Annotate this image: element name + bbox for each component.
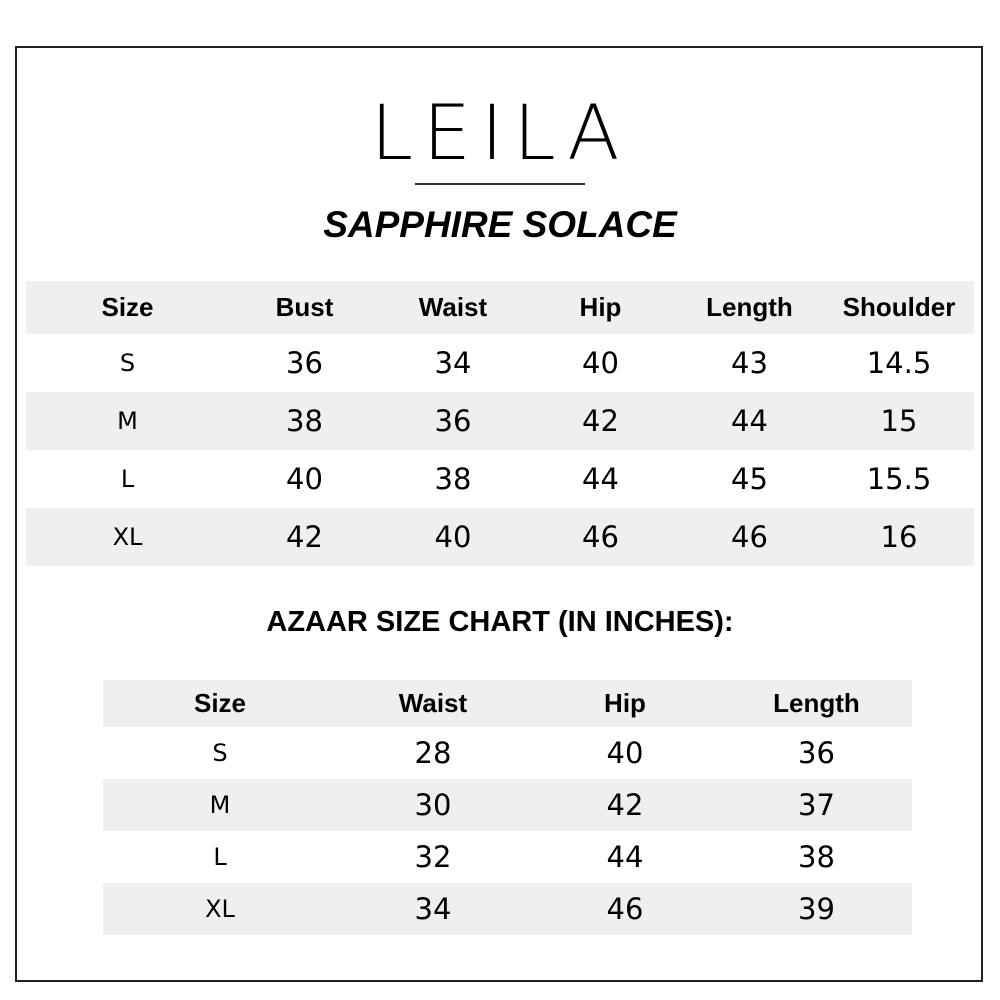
cell-length: 38 xyxy=(798,840,835,874)
cell-hip: 40 xyxy=(606,736,644,770)
table-row xyxy=(103,831,912,883)
cell-waist: 30 xyxy=(414,788,452,822)
cell-shoulder: 15.5 xyxy=(866,462,932,496)
cell-hip: 44 xyxy=(582,462,619,496)
col-header-hip: Hip xyxy=(604,688,646,718)
cell-waist: 34 xyxy=(434,346,472,380)
cell-waist: 40 xyxy=(434,520,472,554)
cell-bust: 40 xyxy=(286,462,323,496)
cell-length: 37 xyxy=(798,788,835,822)
table-row xyxy=(103,779,912,831)
cell-length: 36 xyxy=(798,736,835,770)
cell-hip: 40 xyxy=(582,346,619,380)
col-header-shoulder: Shoulder xyxy=(842,292,956,322)
cell-length: 39 xyxy=(798,892,835,926)
col-header-length: Length xyxy=(706,292,793,322)
col-header-hip: Hip xyxy=(579,292,622,322)
col-header-length: Length xyxy=(773,688,860,718)
cell-size: L xyxy=(120,465,135,493)
cell-length: 44 xyxy=(731,404,768,438)
cell-bust: 42 xyxy=(286,520,323,554)
product-title: SAPPHIRE SOLACE xyxy=(323,204,677,245)
table-row xyxy=(26,334,974,392)
size-chart-table xyxy=(26,281,974,566)
cell-shoulder: 15 xyxy=(880,404,918,438)
cell-size: M xyxy=(117,407,138,435)
cell-waist: 38 xyxy=(434,462,472,496)
cell-length: 46 xyxy=(731,520,768,554)
cell-length: 45 xyxy=(731,462,768,496)
col-header-bust: Bust xyxy=(275,292,334,322)
col-header-waist: Waist xyxy=(418,292,488,322)
col-header-waist: Waist xyxy=(398,688,468,718)
cell-bust: 38 xyxy=(286,404,323,438)
col-header-size: Size xyxy=(101,292,154,322)
cell-hip: 42 xyxy=(582,404,619,438)
cell-hip: 46 xyxy=(582,520,619,554)
cell-shoulder: 14.5 xyxy=(866,346,932,380)
cell-bust: 36 xyxy=(286,346,323,380)
table-row xyxy=(26,508,974,566)
table-row xyxy=(103,727,912,779)
brand-logo: LEILA xyxy=(370,88,630,177)
cell-size: M xyxy=(209,791,231,819)
table-header-row xyxy=(26,281,974,334)
cell-waist: 36 xyxy=(434,404,472,438)
cell-size: L xyxy=(213,843,227,871)
cell-size: S xyxy=(119,349,136,377)
table-header-row xyxy=(103,680,912,727)
cell-length: 43 xyxy=(731,346,768,380)
cell-size: S xyxy=(212,739,228,767)
table-row xyxy=(26,392,974,450)
cell-shoulder: 16 xyxy=(880,520,918,554)
cell-waist: 28 xyxy=(414,736,452,770)
azaar-chart-title: AZAAR SIZE CHART (IN INCHES): xyxy=(266,606,734,638)
cell-waist: 32 xyxy=(414,840,452,874)
col-header-size: Size xyxy=(193,688,247,718)
brand-divider xyxy=(415,183,585,185)
table-row xyxy=(26,450,974,508)
cell-hip: 44 xyxy=(606,840,644,874)
cell-size: XL xyxy=(205,895,235,923)
azaar-size-table xyxy=(103,680,912,935)
cell-size: XL xyxy=(112,523,143,551)
cell-hip: 42 xyxy=(606,788,644,822)
cell-waist: 34 xyxy=(414,892,452,926)
table-row xyxy=(103,883,912,935)
cell-hip: 46 xyxy=(606,892,644,926)
